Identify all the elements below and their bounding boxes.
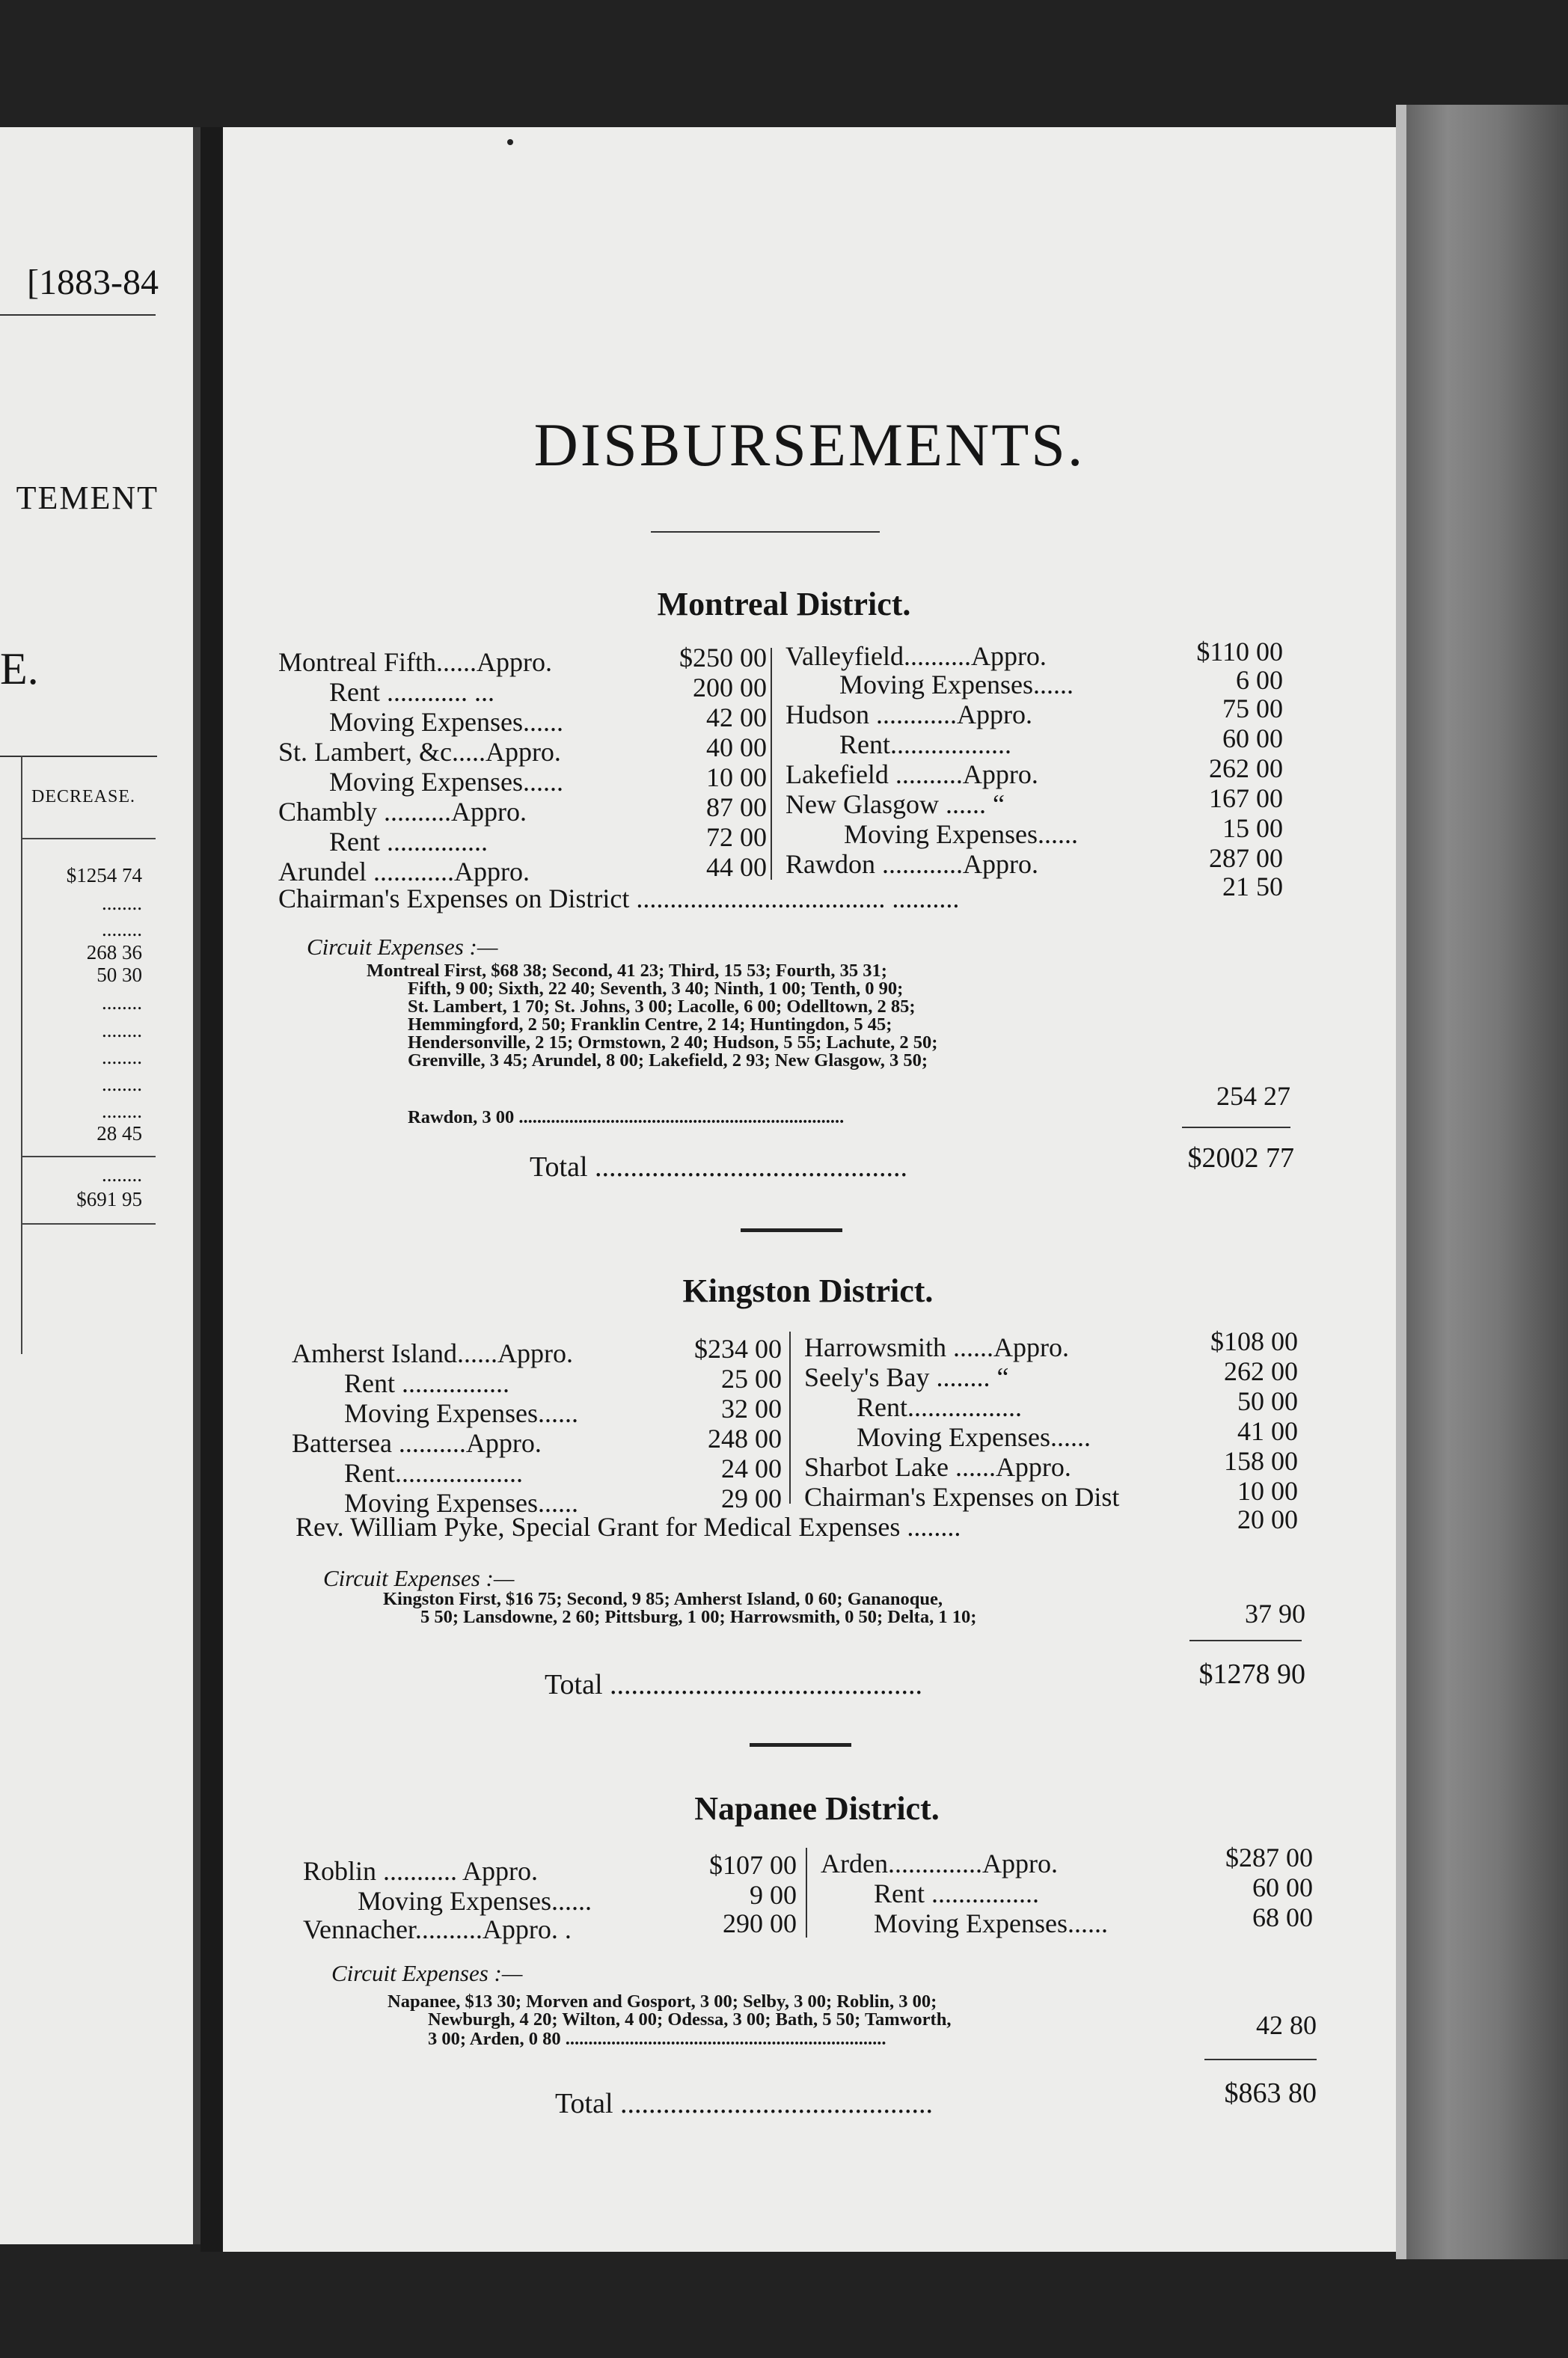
napanee-left-amount: 290 00 [723,1908,797,1938]
montreal-left-amount: 87 00 [706,792,767,822]
kingston-circuit-line: 5 50; Lansdowne, 2 60; Pittsburg, 1 00; Harrowsmith, 0 50; Delta, 1 10; [420,1607,977,1627]
decrease-value: 28 45 [97,1122,142,1145]
montreal-right-amount: 15 00 [1222,813,1283,843]
decrease-value: ........ [102,1046,142,1068]
kingston-right-label: Rent................. [857,1392,1022,1422]
montreal-right-label: Rent.................. [839,729,1011,759]
kingston-left-label: Moving Expenses...... [344,1398,578,1428]
montreal-right-label: Moving Expenses...... [844,819,1078,849]
montreal-left-amount: $250 00 [679,643,767,673]
montreal-left-amount: 42 00 [706,702,767,732]
montreal-left-label: Moving Expenses...... [329,767,563,797]
montreal-left-label: Chambly ..........Appro. [278,797,527,827]
montreal-left-amount: 10 00 [706,762,767,792]
kingston-right-amount: 50 00 [1237,1386,1298,1416]
decrease-value: 50 30 [97,964,142,986]
montreal-circuit-line: Grenville, 3 45; Arundel, 8 00; Lakefield, 2 93; New Glasgow, 3 50; [408,1050,928,1071]
napanee-circuit-heading: Circuit Expenses :— [331,1960,523,1986]
kingston-right-label: Harrowsmith ......Appro. [804,1332,1069,1362]
kingston-right-label: Chairman's Expenses on Dist [804,1482,1120,1512]
napanee-column-divider [806,1848,807,1938]
column-divider [21,756,22,1354]
kingston-circuit-line: Kingston First, $16 75; Second, 9 85; Amherst Island, 0 60; Gananoque, [383,1589,943,1609]
napanee-circuit-line: 3 00; Arden, 0 80 ...................................................................... [428,2029,886,2049]
montreal-right-label: Lakefield ..........Appro. [785,759,1038,789]
napanee-right-label: Moving Expenses...... [874,1908,1108,1938]
montreal-right-amount: 60 00 [1222,723,1283,753]
napanee-right-amount: $287 00 [1225,1843,1313,1872]
montreal-right-amount: 6 00 [1236,665,1283,695]
montreal-right-amount: $110 00 [1196,637,1283,667]
kingston-right-amount: 158 00 [1224,1446,1298,1476]
title-rule [651,531,880,533]
kingston-right-amount: 262 00 [1224,1356,1298,1386]
year-header: [1883-84 [27,263,159,302]
napanee-right-label: Arden..............Appro. [821,1849,1058,1878]
header-rule [0,314,156,316]
montreal-circuit-line: St. Lambert, 1 70; St. Johns, 3 00; Lacolle, 6 00; Odelltown, 2 85; [408,996,916,1017]
decrease-value: 268 36 [86,941,142,964]
montreal-right-label: Moving Expenses...... [839,670,1074,699]
left-page [0,127,200,2244]
montreal-chairman-amount: 21 50 [1222,872,1283,901]
napanee-left-amount: 9 00 [750,1880,797,1910]
kingston-left-label: Battersea ..........Appro. [292,1428,542,1458]
napanee-circuit-line: Napanee, $13 30; Morven and Gosport, 3 00; Selby, 3 00; Roblin, 3 00; [388,1991,937,2012]
decrease-value: ........ [102,1163,142,1186]
montreal-total-label: Total ............................................ [530,1151,908,1183]
montreal-right-amount: 262 00 [1209,753,1283,783]
napanee-total-rule [1204,2059,1317,2060]
page-title: DISBURSEMENTS. [533,411,1085,479]
decrease-total: $691 95 [76,1188,142,1210]
table-bottom-rule [21,1223,156,1225]
kingston-circuit-amount: 37 90 [1245,1599,1305,1629]
montreal-circuit-line: Hendersonville, 2 15; Ormstown, 2 40; Hudson, 5 55; Lachute, 2 50; [408,1032,938,1053]
kingston-total-amount: $1278 90 [1198,1659,1305,1690]
header-row-rule [21,838,156,839]
decrease-value: ........ [102,991,142,1014]
decrease-value: $1254 74 [66,864,142,886]
montreal-total-rule [1182,1127,1290,1128]
kingston-left-amount: 29 00 [721,1483,782,1513]
kingston-column-divider [789,1332,791,1504]
big-heading-fragment: E. [0,644,39,693]
napanee-left-label: Roblin ........... Appro. [303,1856,539,1886]
montreal-left-amount: 200 00 [693,673,767,702]
kingston-left-label: Rent ................ [344,1368,509,1398]
montreal-left-amount: 72 00 [706,822,767,852]
montreal-left-label: Montreal Fifth......Appro. [278,647,552,677]
kingston-left-label: Amherst Island......Appro. [292,1338,573,1368]
kingston-right-amount: 41 00 [1237,1416,1298,1446]
table-top-rule [0,756,157,757]
kingston-right-amount: 10 00 [1237,1476,1298,1506]
montreal-left-amount: 44 00 [706,852,767,882]
napanee-right-amount: 68 00 [1252,1902,1313,1932]
montreal-left-amount: 40 00 [706,732,767,762]
montreal-chairman-label: Chairman's Expenses on District ..................................... .......... [278,884,960,913]
montreal-column-divider [771,648,772,880]
napanee-left-amount: $107 00 [709,1850,797,1880]
statement-heading-fragment: TEMENT [16,480,159,516]
kingston-special-grant-amount: 20 00 [1237,1504,1298,1534]
montreal-circuit-heading: Circuit Expenses :— [307,934,498,960]
kingston-district-heading: Kingston District. [682,1273,934,1309]
kingston-left-amount: 24 00 [721,1454,782,1483]
montreal-left-label: Rent ............... [329,827,488,857]
sum-rule [21,1156,156,1157]
montreal-left-label: Moving Expenses...... [329,707,563,737]
print-speck [507,139,513,145]
kingston-left-amount: 25 00 [721,1364,782,1394]
montreal-right-amount: 75 00 [1222,693,1283,723]
montreal-circuit-amount: 254 27 [1216,1081,1290,1111]
montreal-circuit-line: Fifth, 9 00; Sixth, 22 40; Seventh, 3 40; Ninth, 1 00; Tenth, 0 90; [408,979,904,999]
kingston-left-label: Rent................... [344,1458,523,1488]
montreal-left-label: Rent ............ ... [329,677,494,707]
kingston-right-amount: $108 00 [1210,1326,1298,1356]
montreal-right-label: New Glasgow ...... “ [785,789,1005,819]
napanee-right-amount: 60 00 [1252,1872,1313,1902]
kingston-total-rule [1189,1640,1302,1641]
napanee-circuit-line: Newburgh, 4 20; Wilton, 4 00; Odessa, 3 00; Bath, 5 50; Tamworth, [428,2009,952,2030]
section-separator [741,1228,842,1232]
montreal-circuit-line: Hemmingford, 2 50; Franklin Centre, 2 14; Huntingdon, 5 45; [408,1014,892,1035]
montreal-right-label: Hudson ............Appro. [785,699,1032,729]
montreal-circuit-line: Rawdon, 3 00 ....................................................................... [408,1107,845,1127]
kingston-total-label: Total ............................................ [545,1669,923,1700]
montreal-district-heading: Montreal District. [657,586,911,622]
decrease-column-header: DECREASE. [31,787,136,806]
montreal-right-label: Rawdon ............Appro. [785,849,1038,879]
kingston-right-label: Sharbot Lake ......Appro. [804,1452,1071,1482]
decrease-value: ........ [102,1100,142,1122]
kingston-left-label: Moving Expenses...... [344,1488,578,1518]
napanee-left-label: Vennacher..........Appro. . [303,1914,572,1944]
napanee-right-label: Rent ................ [874,1878,1039,1908]
montreal-right-amount: 287 00 [1209,843,1283,873]
montreal-left-label: Arundel ............Appro. [278,857,530,886]
page-edges [1396,105,1568,2259]
napanee-total-label: Total ............................................ [555,2088,934,2119]
napanee-circuit-amount: 42 80 [1256,2010,1317,2040]
kingston-left-amount: 248 00 [708,1424,782,1454]
kingston-special-grant-label: Rev. William Pyke, Special Grant for Medical Expenses ........ [295,1512,961,1542]
page-edge-highlight [1396,105,1406,2259]
montreal-right-label: Valleyfield..........Appro. [785,641,1047,671]
decrease-value: ........ [102,892,142,914]
kingston-left-amount: $234 00 [694,1334,782,1364]
kingston-circuit-heading: Circuit Expenses :— [323,1565,515,1591]
napanee-district-heading: Napanee District. [694,1790,940,1827]
montreal-right-amount: 167 00 [1209,783,1283,813]
decrease-value: ........ [102,1019,142,1041]
book-gutter [200,127,223,2252]
kingston-left-amount: 32 00 [721,1394,782,1424]
kingston-right-label: Moving Expenses...... [857,1422,1091,1452]
decrease-value: ........ [102,918,142,940]
napanee-total-amount: $863 80 [1224,2077,1317,2109]
montreal-circuit-line: Montreal First, $68 38; Second, 41 23; Third, 15 53; Fourth, 35 31; [367,961,887,981]
napanee-left-label: Moving Expenses...... [358,1886,592,1916]
section-separator [750,1743,851,1747]
kingston-right-label: Seely's Bay ........ “ [804,1362,1009,1392]
montreal-total-amount: $2002 77 [1187,1142,1294,1174]
decrease-value: ........ [102,1073,142,1095]
montreal-left-label: St. Lambert, &c.....Appro. [278,737,561,767]
